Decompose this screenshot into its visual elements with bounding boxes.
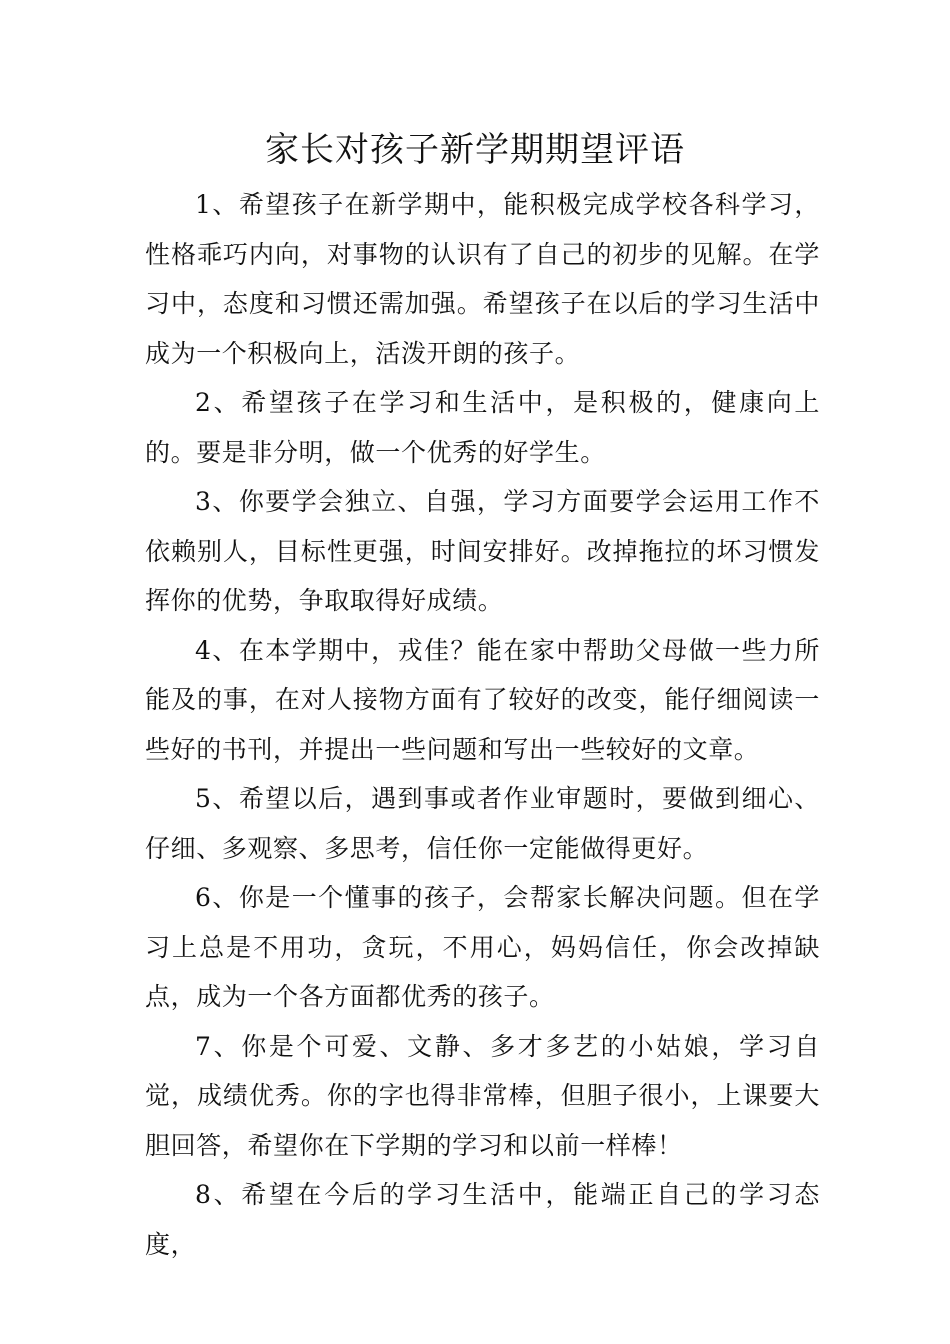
paragraph-2: 2、希望孩子在学习和生活中，是积极的，健康向上的。要是非分明，做一个优秀的好学生。 — [145, 388, 820, 467]
paragraph-7: 7、你是个可爱、文静、多才多艺的小姑娘，学习自觉，成绩优秀。你的字也得非常棒，但胆子很小，上课要大胆回答，希望你在下学期的学习和以前一样棒！ — [145, 1031, 820, 1160]
paragraph-5: 5、希望以后，遇到事或者作业审题时，要做到细心、仔细、多观察、多思考，信任你一定能做得更好。 — [145, 784, 820, 863]
paragraph-1: 1、希望孩子在新学期中，能积极完成学校各科学习，性格乖巧内向，对事物的认识有了自己的初步的见解。在学习中，态度和习惯还需加强。希望孩子在以后的学习生活中成为一个积极向上，活泼开朗的孩子。 — [145, 190, 820, 368]
document-body — [145, 180, 820, 1269]
paragraph-8: 8、希望在今后的学习生活中，能端正自己的学习态度， — [145, 1180, 820, 1259]
paragraph-6: 6、你是一个懂事的孩子，会帮家长解决问题。但在学习上总是不用功，贪玩，不用心，妈妈信任，你会改掉缺点，成为一个各方面都优秀的孩子。 — [145, 883, 820, 1011]
paragraph-3: 3、你要学会独立、自强，学习方面要学会运用工作不依赖别人，目标性更强，时间安排好。改掉拖拉的坏习惯发挥你的优势，争取取得好成绩。 — [145, 487, 820, 615]
document-title: 家长对孩子新学期期望评语 — [265, 130, 685, 170]
paragraph-4: 4、在本学期中，戎佳？能在家中帮助父母做一些力所能及的事，在对人接物方面有了较好的改变，能仔细阅读一些好的书刊，并提出一些问题和写出一些较好的文章。 — [145, 635, 820, 764]
